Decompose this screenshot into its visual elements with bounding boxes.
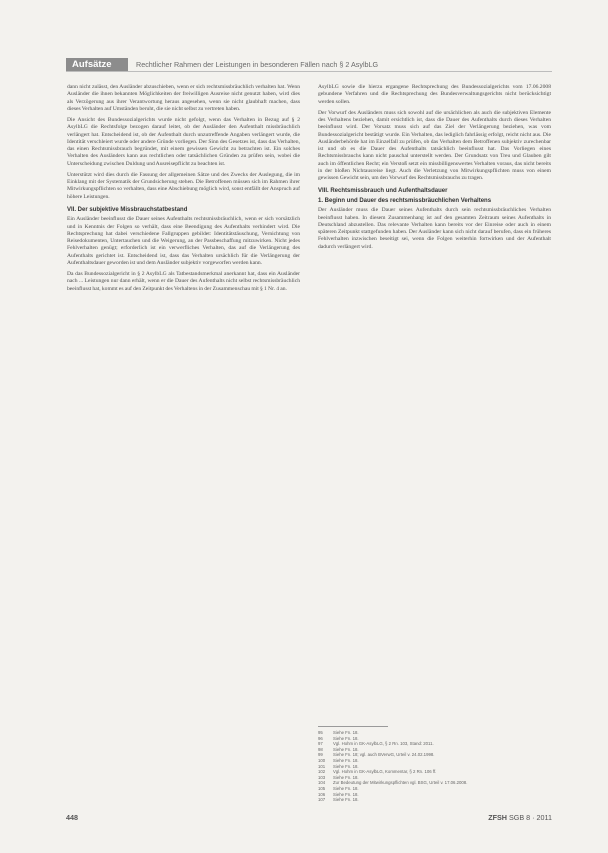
footnote-text: Siehe Fn. 18. [333,735,359,741]
footnote-text: Siehe Fn. 18. [333,774,359,780]
footnote-text: Siehe Fn. 18. [333,757,359,763]
page-number: 448 [66,813,78,822]
header-rule [66,71,552,72]
section-tag: Aufsätze [66,58,128,71]
footnote-number: 106 [318,791,326,797]
footnote-text: Siehe Fn. 18; vgl. auch BVerwG, Urteil v. 24.02.1998. [333,752,435,758]
footnote [318,797,551,803]
footnote-number: 102 [318,769,326,775]
footnote-text: Vgl. Hohm in GK-AsylbLG, § 2 Rn. 103, Stand: 2011. [333,741,434,747]
footnote-number: 96 [318,735,323,741]
section-heading: VIII. Rechtsmissbrauch und Aufenthaltsdauer [318,188,448,195]
body-paragraph: Der Vorwurf des Ausländers muss sich sowohl auf die ursächlichen als auch die subjektiven Elemente des Verhaltens beziehen, damit ersichtlich ist, dass die Dauer des Aufenthalts durch dieses Verhalten beeinflusst wird. Der Vorsatz muss sich auf das Ziel der Verlängerung beziehen, was vom Bundessozialgericht bestätigt wurde. Ein Verhalten, das lediglich fahrlässig erfolgt, reicht nicht aus. Die Ausländerbehörde hat im Einzelfall zu prüfen, ob das Verhalten dem Betroffenen subjektiv zurechenbar ist und ob es die Dauer des Aufenthalts tatsächlich beeinflusst hat. Das Vorliegen eines Rechtsmissbrauchs kann nicht pauschal unterstellt werden. Der Grundsatz von Treu und Glauben gilt auch im öffentlichen Recht; ein Verstoß setzt ein missbilligenswertes Verhalten voraus, das nicht bereits in der bloßen Nichtausreise liegt. Auch die Verletzung von Mitwirkungspflichten muss von einem gewissen Gewicht sein, um den Vorwurf des Rechtsmissbrauchs zu tragen. [318,109,551,181]
footnote-text: Zur Bedeutung der Mitwirkungspflichten vgl. BSG, Urteil v. 17.06.2008. [333,780,468,786]
right-column [318,84,551,255]
journal-abbrev: ZFSH [488,813,507,822]
footnote-text: Siehe Fn. 18. [333,791,359,797]
footnote-number: 100 [318,757,326,763]
left-column [67,84,300,297]
footnote-text: Siehe Fn. 18. [333,785,359,791]
footnote-number: 103 [318,774,326,780]
footnote-number: 105 [318,785,326,791]
page-footer [66,813,552,823]
footnote-number: 95 [318,730,323,735]
footnotes [318,730,551,803]
footnote-number: 99 [318,752,323,758]
footnote-number: 104 [318,780,326,786]
journal-name [488,813,552,822]
body-paragraph: Ein Ausländer beeinflusst die Dauer seines Aufenthalts rechtsmissbräuchlich, wenn er sich vorsätzlich und in Kenntnis der Folgen so verhält, dass eine Beendigung des Aufenthalts verhindert wird. Die Rechtsprechung hat dabei verschiedene Fallgruppen gebildet: Identitätstäuschung, Vernichtung von Reisedokumenten, Untertauchen und die Weigerung, an der Passbeschaffung mitzuwirken. Nicht jedes Fehlverhalten genügt; erforderlich ist ein verwerfliches Verhalten, das auf die Verlängerung des Aufenthalts gerichtet ist. Entscheidend ist, dass das Verhalten ursächlich für die Verlängerung der Aufenthaltsdauer geworden ist und dem Ausländer subjektiv vorgeworfen werden kann. [67,216,300,266]
footnote-text: Siehe Fn. 18. [333,746,359,752]
footnote-number: 107 [318,797,326,803]
footnote-number: 97 [318,741,323,747]
body-paragraph: dann nicht zulässt, den Ausländer abzuschieben, wenn er sich rechtsmissbräuchlich verhalten hat. Wenn Ausländer die ihnen bekannten Möglichkeiten der freiwilligen Ausreise nicht genutzt haben, wird dies als Verzögerung aus ihrer Verantwortung heraus angesehen, wenn sie nicht glaubhaft machen, dass dieses Verhalten auf Umständen beruht, die sie nicht selbst zu vertreten haben. [67,84,300,112]
section-heading: 1. Beginn und Dauer des rechtsmissbräuchlichen Verhaltens [318,197,492,204]
footnote-text: Siehe Fn. 18. [333,730,359,735]
footnote-number: 98 [318,746,323,752]
footnote-text: Siehe Fn. 18. [333,797,359,803]
body-paragraph: Da das Bundessozialgericht in § 2 AsylbLG als Tatbestandsmerkmal anerkannt hat, dass ein Ausländer nach ... Leistungen nur dann erhält, wenn er die Dauer des Aufenthalts nicht selbst rechtsmissbräuchlich beeinflusst hat, kommt es auf den Zeitpunkt des Verhaltens in der Zusammenschau mit § 1 Nr. 4 an. [67,271,300,292]
journal-issue: SGB 8 · 2011 [508,813,552,822]
body-paragraph: Der Ausländer muss die Dauer seines Aufenthalts durch sein rechtsmissbräuchliches Verhalten beeinflusst haben. In diesem Zusammenhang ist auf den gesamten Zeitraum seines Aufenthalts in Deutschland abzustellen. Das relevante Verhalten kann bereits vor der Einreise oder auch in einem späteren Zeitpunkt stattgefunden haben. Der Ausländer kann sich nicht darauf berufen, dass ein früheres Fehlverhalten inzwischen beseitigt sei, wenn die Folgen weiterhin fortwirken und der Aufenthalt dadurch verlängert wird. [318,207,551,250]
footnote-rule [318,726,388,727]
footnote-number: 101 [318,763,326,769]
body-paragraph: AsylbLG sowie die hierzu ergangene Rechtsprechung des Bundessozialgerichts vom 17.06.2008 gebundene Verfahren und die Rechtsprechung des Bundesverwaltungsgerichts nicht berücksichtigt werden sollen. [318,84,551,105]
body-paragraph: Unterstützt wird dies durch die Fassung der allgemeinen Sätze und des Zwecks der Auslegung, die im Einklang mit der Systematik der Grundsicherung stehen. Die Betroffenen müssen sich im Rahmen ihrer Mitwirkungspflichten so verhalten, dass eine Abschiebung möglich wird, sonst entfällt der Anspruch auf höhere Leistungen. [67,171,300,200]
footnote-text: Vgl. Hohm in GK-AsylbLG, Kommentar, § 2 Rn. 106 ff. [333,769,437,775]
section-heading: VII. Der subjektive Missbrauchstatbestand [67,206,188,213]
running-header [66,58,552,71]
footnote-text: Siehe Fn. 18. [333,763,359,769]
body-paragraph: Die Ansicht des Bundessozialgerichts wurde nicht gefolgt, wenn das Verhalten in Bezug auf § 2 AsylbLG die Rechtsfolge bezogen darauf leitet, ob der Ausländer den Aufenthalt missbräuchlich verlängert hat. Entscheidend ist, ob der Aufenthalt durch unzutreffende Angaben verlängert wurde, die Identität verschleiert wurde oder andere Gründe vorliegen. Der Sinn des Gesetzes ist, dass das Verhalten, das einen Rechtsmissbrauch begründet, mit einem gewissen Gewicht zu betrachten ist. Ein solches Verhalten des Ausländers kann aus rechtlichen oder tatsächlichen Gründen zu prüfen sein, wobei die Unterscheidung zwischen Duldung und Ausreisepflicht zu beachten ist. [67,117,300,167]
running-title: Rechtlicher Rahmen der Leistungen in besonderen Fällen nach § 2 AsylbLG [136,60,379,69]
